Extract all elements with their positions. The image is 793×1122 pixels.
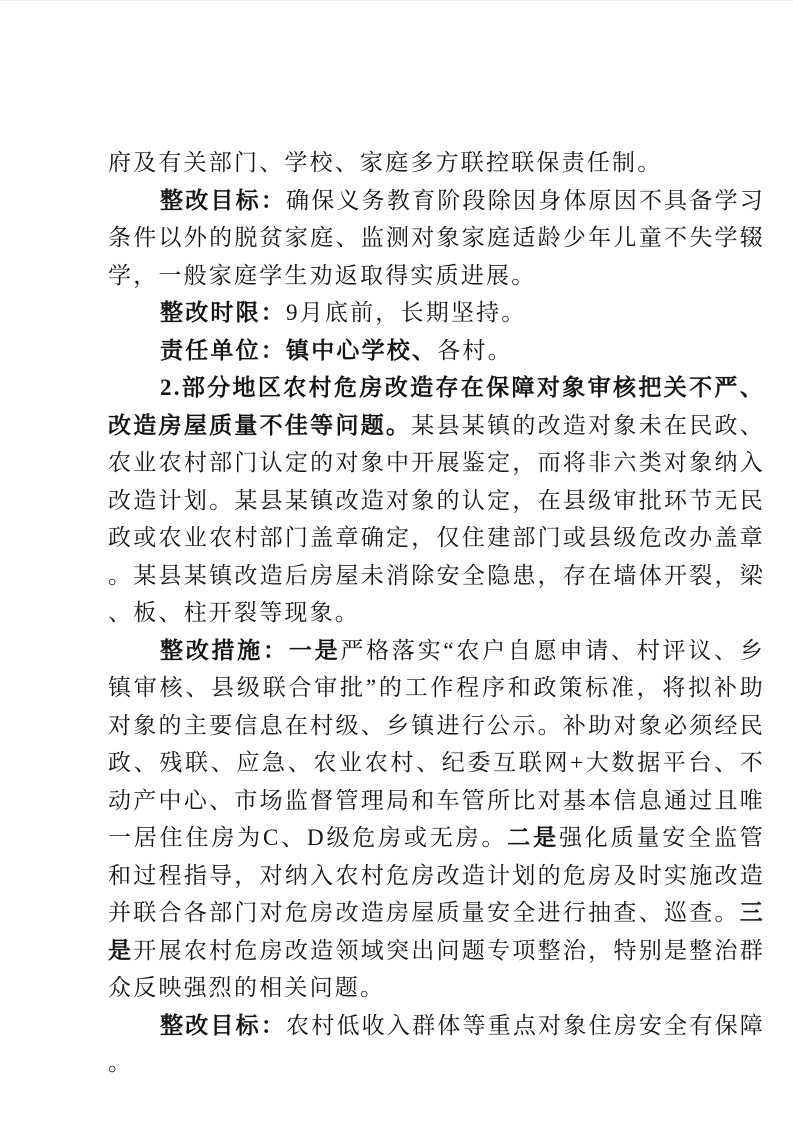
text-run-bold: 责任单位：镇中心学校、 (160, 337, 438, 363)
paragraph-rectification-deadline (108, 294, 765, 332)
text-run: 农村低收入群体等重点对象住房安全有保障。 (108, 1012, 765, 1075)
paragraph-rectification-measures (108, 632, 765, 1007)
text-run-bold: 整改目标： (160, 1012, 287, 1038)
paragraph-rectification-goal-housing (108, 1007, 765, 1082)
text-run: 严格落实“农户自愿申请、村评议、乡镇审核、县级联合审批”的工作程序和政策标准，将拟补助对象的主要信息在村级、乡镇进行公示。补助对象必须经民政、残联、应急、农业农村、纪委互联网+大数据平台、不动产中心、市场监督管理局和车管所比对基本信息通过且唯一居住住房为C、D级危房或无房。 (108, 637, 766, 850)
text-run-bold: 整改时限： (160, 300, 286, 325)
paragraph-responsible-unit (108, 332, 765, 370)
text-run-bold: 三是 (108, 900, 765, 963)
paragraph-continuation-responsibility-system (108, 144, 765, 182)
paragraph-rectification-goal-education (108, 182, 765, 295)
text-run: 各村。 (437, 337, 513, 363)
document-body (108, 144, 765, 1082)
text-run: 确保义务教育阶段除因身体原因不具备学习条件以外的脱贫家庭、监测对象家庭适龄少年儿童不失学辍学，一般家庭学生劝返取得实质进展。 (108, 187, 765, 288)
text-run: 强化质量安全监管和过程指导，对纳入农村危房改造计划的危房及时实施改造并联合各部门对危房改造房屋质量安全进行抽查、巡查。 (108, 825, 765, 925)
text-run: 开展农村危房改造领域突出问题专项整治，特别是整治群众反映强烈的相关问题。 (108, 937, 766, 1000)
text-run: 9月底前，长期坚持。 (286, 300, 527, 325)
text-run-bold: 整改目标： (160, 187, 287, 213)
text-run: 府及有关部门、学校、家庭多方联控联保责任制。 (108, 150, 663, 175)
text-run-bold: 整改措施：一是 (160, 637, 341, 663)
text-run-bold: 2.部分地区农村危房改造存在保障对象审核把关不严、改造房屋质量不佳等问题。 (108, 375, 765, 438)
text-run-bold: 二是 (507, 825, 559, 850)
text-run: 某县某镇的改造对象未在民政、农业农村部门认定的对象中开展鉴定，而将非六类对象纳入改造计划。某县某镇改造对象的认定，在县级审批环节无民政或农业农村部门盖章确定，仅住建部门或县级危改办盖章。某县某镇改造后房屋未消除安全隐患，存在墙体开裂，梁、板、柱开裂等现象。 (108, 412, 765, 625)
paragraph-issue-2-rural-housing (108, 369, 765, 632)
